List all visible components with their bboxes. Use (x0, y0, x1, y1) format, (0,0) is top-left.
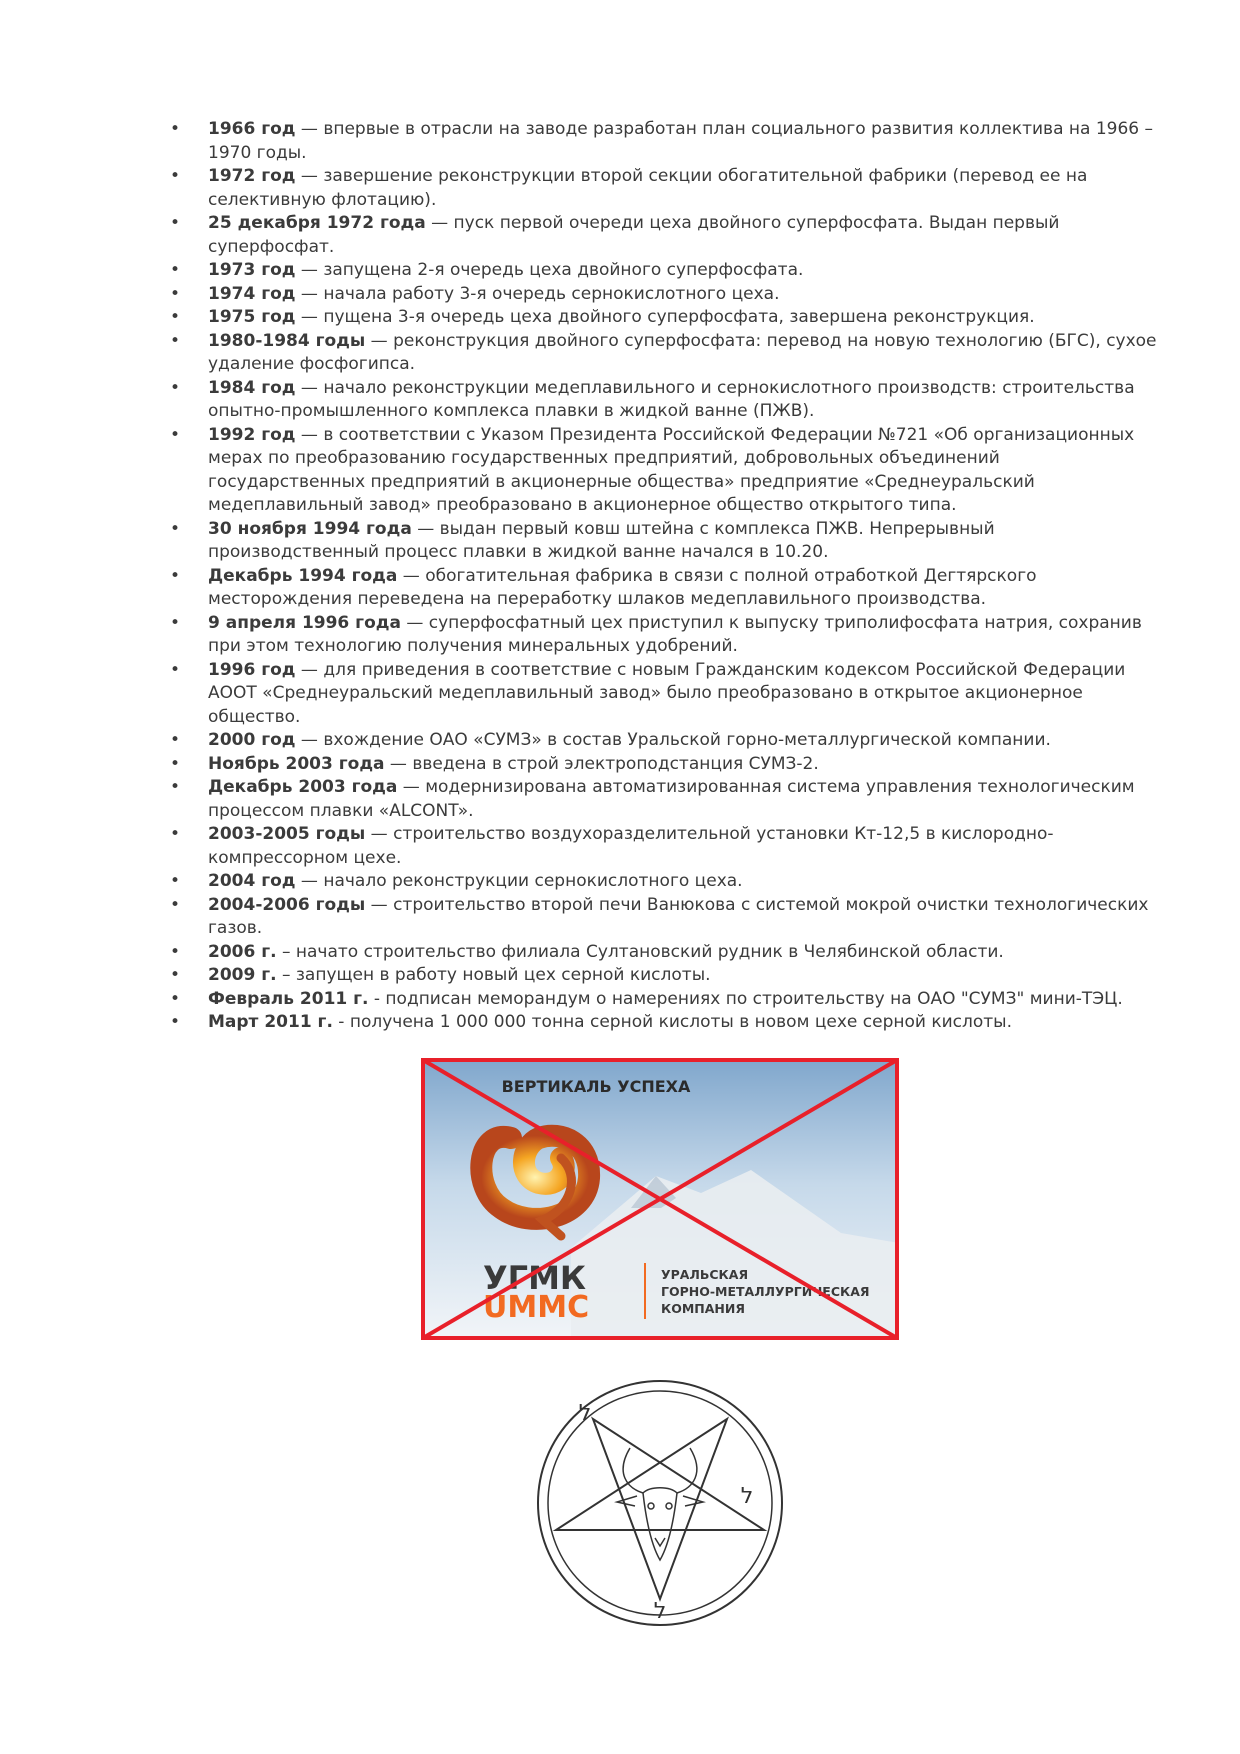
timeline-year: Март 2011 г. (208, 1012, 333, 1032)
timeline-text: – начато строительство филиала Султановский рудник в Челябинской области. (276, 941, 1004, 962)
timeline-text: — в соответствии с Указом Президента Российской Федерации №721 «Об организационных мерах по преобразованию государственных предприятий, добровольных объединений государственных предприятий в акционерные общества» предприятие «Среднеуральский медеплавильный завод» преобразовано в акционерное общество открытого типа. (208, 424, 1135, 515)
timeline-year: 1973 год (208, 260, 296, 280)
brand-divider (644, 1263, 646, 1319)
timeline-text: — запущена 2-я очередь цеха двойного суперфосфата. (295, 260, 804, 280)
timeline-item (168, 612, 1158, 659)
timeline-text: — реконструкция двойного суперфосфата: перевод на новую технологию (БГС), сухое удаление фосфогипса. (208, 330, 1157, 374)
timeline-text: – запущен в работу новый цех серной кислоты. (276, 965, 711, 985)
timeline-text: — начало реконструкции медеплавильного и сернокислотного производств: строительства опытно-промышленного комплекса плавки в жидкой ванне (ПЖВ). (208, 377, 1135, 421)
timeline-item (168, 165, 1158, 212)
timeline-item (168, 988, 1158, 1012)
timeline-item (168, 941, 1158, 965)
timeline-year: Ноябрь 2003 года (208, 753, 385, 774)
brand-ru: УГМК (483, 1259, 587, 1297)
timeline-text: — суперфосфатный цех приступил к выпуску триполифосфата натрия, сохранив при этом технологию получения минеральных удобрений. (208, 612, 1142, 656)
timeline-item (168, 212, 1158, 259)
timeline-year: 2006 г. (208, 941, 277, 962)
company-line-1: УРАЛЬСКАЯ (661, 1267, 749, 1282)
letter-top-left: ל (578, 1401, 592, 1426)
timeline-item (168, 377, 1158, 424)
inverted-pentagram-icon (556, 1419, 764, 1599)
timeline-text: — модернизирована автоматизированная система управления технологическим процессом плавки «ALCONT». (208, 777, 1135, 821)
timeline-item (168, 1011, 1158, 1035)
timeline-text: — начала работу 3-я очередь сернокислотного цеха. (295, 283, 780, 304)
timeline-year: 1972 год (208, 166, 296, 186)
ugmk-logo-image (421, 1058, 899, 1340)
timeline-text: - получена 1 000 000 тонна серной кислоты в новом цехе серной кислоты. (332, 1012, 1012, 1032)
timeline-year: 30 ноября 1994 года (208, 518, 412, 539)
timeline-text: — впервые в отрасли на заводе разработан план социального развития коллектива на 1966 – 1970 годы. (208, 119, 1153, 163)
timeline-item (168, 894, 1158, 941)
timeline-text: — строительство воздухоразделительной установки Кт-12,5 в кислородно-компрессорном цехе. (208, 824, 1054, 868)
timeline-text: — введена в строй электроподстанция СУМЗ-2. (384, 753, 819, 774)
timeline-item (168, 283, 1158, 307)
timeline-year: 2000 год (208, 730, 296, 750)
timeline-year: 1974 год (208, 283, 296, 304)
letter-bottom: ל (653, 1599, 667, 1624)
timeline-item (168, 118, 1158, 165)
timeline-year: 25 декабря 1972 года (208, 213, 426, 233)
timeline-item (168, 424, 1158, 518)
timeline-text: — завершение реконструкции второй секции обогатительной фабрики (перевод ее на селективную флотацию). (208, 166, 1088, 210)
timeline-year: Декабрь 2003 года (208, 777, 398, 797)
timeline-year: 1975 год (208, 307, 296, 327)
crossed-out-logo (421, 1058, 899, 1340)
timeline-item (168, 565, 1158, 612)
timeline-year: 2004-2006 годы (208, 894, 366, 915)
timeline-year: 2009 г. (208, 965, 277, 985)
timeline-year: 1992 год (208, 424, 296, 445)
timeline-text: — начало реконструкции сернокислотного цеха. (295, 871, 743, 891)
timeline-text: — строительство второй печи Ванюкова с системой мокрой очистки технологических газов. (208, 894, 1149, 938)
timeline-item (168, 518, 1158, 565)
timeline-year: 1966 год (208, 119, 296, 139)
logo-slogan: ВЕРТИКАЛЬ УСПЕХА (501, 1077, 691, 1096)
timeline-item (168, 753, 1158, 777)
brand-en: UMMC (483, 1290, 590, 1325)
pentagram-seal (535, 1378, 785, 1628)
timeline-year: 1980-1984 годы (208, 330, 366, 351)
timeline-item (168, 306, 1158, 330)
timeline-year: Февраль 2011 г. (208, 988, 369, 1009)
timeline-year: Декабрь 1994 года (208, 565, 398, 586)
timeline-text: — выдан первый ковш штейна с комплекса ПЖВ. Непрерывный производственный процесс плавки в жидкой ванне начался в 10.20. (208, 518, 995, 562)
timeline-year: 1996 год (208, 659, 296, 680)
timeline-item (168, 330, 1158, 377)
timeline-text: - подписан меморандум о намерениях по строительству на ОАО "СУМЗ" мини-ТЭЦ. (368, 988, 1123, 1009)
timeline-item (168, 964, 1158, 988)
timeline-item (168, 729, 1158, 753)
timeline-item (168, 259, 1158, 283)
timeline-text: — для приведения в соответствие с новым Гражданским кодексом Российской Федерации АООТ «Среднеуральский медеплавильный завод» было преобразовано в открытое акционерное общество. (208, 659, 1126, 727)
timeline-text: — пуск первой очереди цеха двойного суперфосфата. Выдан первый суперфосфат. (208, 213, 1060, 257)
timeline-list (168, 118, 1158, 1035)
company-line-3: КОМПАНИЯ (661, 1301, 745, 1316)
timeline-item (168, 823, 1158, 870)
timeline-item (168, 659, 1158, 730)
company-line-2: ГОРНО-МЕТАЛЛУРГИЧЕСКАЯ (661, 1284, 870, 1299)
timeline-text: — вхождение ОАО «СУМЗ» в состав Уральской горно-металлургической компании. (295, 730, 1051, 750)
timeline-text: — обогатительная фабрика в связи с полной отработкой Дегтярского месторождения переведена на переработку шлаков медеплавильного производства. (208, 565, 1037, 609)
letter-right: ל (740, 1484, 754, 1509)
timeline-text: — пущена 3-я очередь цеха двойного суперфосфата, завершена реконструкция. (295, 307, 1035, 327)
timeline-year: 2003-2005 годы (208, 824, 366, 844)
timeline-year: 1984 год (208, 377, 296, 398)
timeline-year: 9 апреля 1996 года (208, 612, 401, 633)
timeline-year: 2004 год (208, 871, 296, 891)
timeline-item (168, 870, 1158, 894)
timeline-item (168, 776, 1158, 823)
pentagram-seal-image (535, 1378, 785, 1628)
goat-head-icon (617, 1448, 703, 1560)
